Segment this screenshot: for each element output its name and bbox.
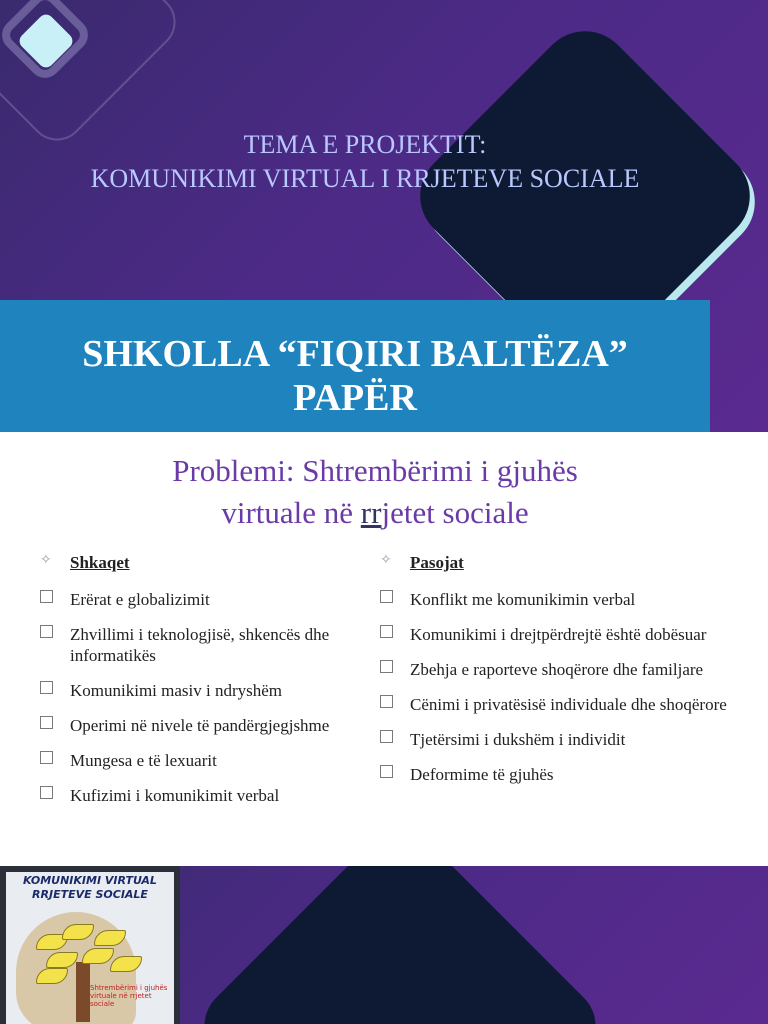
checkbox-bullet-icon [40, 786, 53, 799]
list-item [380, 589, 760, 610]
school-location: PAPËR [293, 377, 417, 419]
star-bullet-icon: ✧ [40, 552, 52, 568]
poster-photo [0, 866, 180, 1024]
list-item-text: Zbehja e raporteve shoqërore dhe familjare [410, 660, 704, 679]
list-item-text: Mungesa e të lexuarit [70, 751, 217, 770]
consequences-heading [380, 552, 760, 573]
project-topic-title [0, 128, 730, 196]
checkbox-bullet-icon [380, 695, 393, 708]
causes-heading-text: Shkaqet [70, 553, 130, 572]
list-item [380, 694, 760, 715]
list-item [40, 785, 370, 806]
list-item-text: Konflikt me komunikimin verbal [410, 590, 636, 609]
list-item-text: Zhvillimi i teknologjisë, shkencës dhe informatikës [70, 625, 330, 665]
problem-heading-line2-b: jetet sociale [381, 495, 529, 530]
problem-heading-line1: Problemi: Shtrembërimi i gjuhës [172, 453, 578, 488]
list-item [40, 589, 370, 610]
problem-heading-line2-a: virtuale në [221, 495, 361, 530]
list-item-text: Cënimi i privatësisë individuale dhe shoqërore [410, 695, 727, 714]
consequences-column [380, 552, 760, 799]
list-item-text: Tjetërsimi i dukshëm i individit [410, 730, 626, 749]
list-item-text: Erërat e globalizimit [70, 590, 210, 609]
checkbox-bullet-icon [40, 681, 53, 694]
list-item [40, 680, 370, 701]
list-item [40, 624, 370, 666]
poster-image [6, 872, 174, 1024]
checkbox-bullet-icon [380, 765, 393, 778]
school-name: SHKOLLA “FIQIRI BALTËZA” [82, 333, 628, 375]
project-topic-line1: TEMA E PROJEKTIT: [243, 130, 487, 159]
list-item-text: Kufizimi i komunikimit verbal [70, 786, 280, 805]
list-item [380, 764, 760, 785]
poster-title-line2: RRJETEVE SOCIALE [32, 888, 148, 901]
checkbox-bullet-icon [40, 625, 53, 638]
list-item [380, 624, 760, 645]
causes-heading [40, 552, 370, 573]
leaf-shape [110, 956, 142, 972]
causes-column [40, 552, 370, 820]
poster-title [10, 874, 170, 902]
checkbox-bullet-icon [380, 730, 393, 743]
checkbox-bullet-icon [380, 625, 393, 638]
poster-note: Shtrembërimi i gjuhës virtuale në rrjetet sociale [90, 984, 168, 1008]
list-item-text: Komunikimi i drejtpërdrejtë është dobësuar [410, 625, 707, 644]
list-item [40, 750, 370, 771]
checkbox-bullet-icon [380, 660, 393, 673]
poster-title-line1: KOMUNIKIMI VIRTUAL [23, 874, 157, 887]
problem-slide [0, 432, 768, 866]
checkbox-bullet-icon [40, 751, 53, 764]
school-banner [0, 300, 710, 432]
list-item-text: Deformime të gjuhës [410, 765, 554, 784]
poster-slide [0, 866, 768, 1024]
tree-trunk [76, 962, 90, 1022]
consequences-heading-text: Pasojat [410, 553, 464, 572]
decorative-dark-diamond [188, 866, 612, 1024]
project-topic-line2: KOMUNIKIMI VIRTUAL I RRJETEVE SOCIALE [90, 164, 640, 193]
checkbox-bullet-icon [40, 590, 53, 603]
star-bullet-icon: ✧ [380, 552, 392, 568]
problem-heading-underlined: rr [360, 495, 382, 530]
list-item [380, 729, 760, 750]
problem-heading [40, 450, 710, 534]
checkbox-bullet-icon [380, 590, 393, 603]
list-item-text: Komunikimi masiv i ndryshëm [70, 681, 283, 700]
checkbox-bullet-icon [40, 716, 53, 729]
title-slide [0, 0, 768, 432]
problem-heading-line2 [40, 492, 710, 534]
list-item-text: Operimi në nivele të pandërgjegjshme [70, 716, 330, 735]
list-item [380, 659, 760, 680]
list-item [40, 715, 370, 736]
